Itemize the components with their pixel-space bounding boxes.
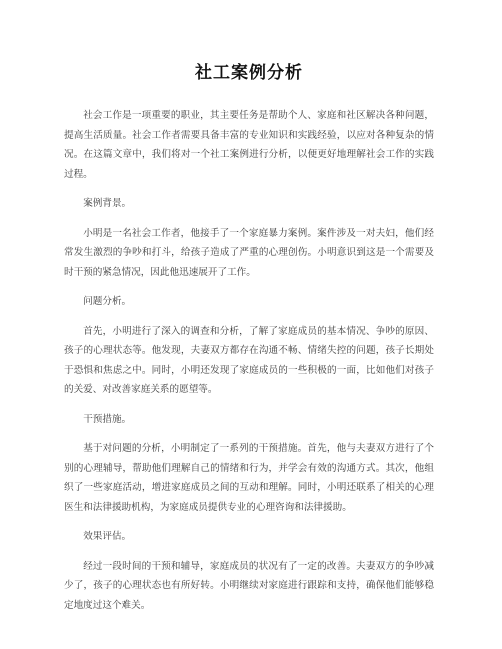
evaluation-paragraph: 经过一段时间的干预和辅导，家庭成员的状况有了一定的改善。夫妻双方的争吵减少了，孩子的心理状态也有所好转。小明继续对家庭进行跟踪和支持，确保他们能够稳定地度过这个难关。 bbox=[64, 560, 434, 611]
document-title: 社工案例分析 bbox=[195, 63, 303, 83]
section-heading-analysis: 问题分析。 bbox=[83, 296, 132, 307]
section-heading-background: 案例背景。 bbox=[83, 198, 132, 209]
intro-paragraph: 社会工作是一项重要的职业，其主要任务是帮助个人、家庭和社区解决各种问题，提高生活质量。社会工作者需要具备丰富的专业知识和实践经验，以应对各种复杂的情况。在这篇文章中，我们将对一个社工案例进行分析，以便更好地理解社会工作的实践过程。 bbox=[64, 110, 434, 180]
background-paragraph: 小明是一名社会工作者，他接手了一个家庭暴力案例。案件涉及一对夫妇，他们经常发生激烈的争吵和打斗，给孩子造成了严重的心理创伤。小明意识到这是一个需要及时干预的紧急情况，因此他迅速展开了工作。 bbox=[64, 227, 434, 278]
analysis-paragraph: 首先，小明进行了深入的调查和分析，了解了家庭成员的基本情况、争吵的原因、孩子的心理状态等。他发现，夫妻双方都存在沟通不畅、情绪失控的问题，孩子长期处于恐惧和焦虑之中。同时，小明还发现了家庭成员的一些积极的一面，比如他们对孩子的关爱、对改善家庭关系的愿望等。 bbox=[64, 325, 434, 395]
section-heading-evaluation: 效果评估。 bbox=[83, 531, 132, 542]
intervention-paragraph: 基于对问题的分析，小明制定了一系列的干预措施。首先，他与夫妻双方进行了个别的心理辅导，帮助他们理解自己的情绪和行为，并学会有效的沟通方式。其次，他组织了一些家庭活动，增进家庭成员之间的互动和理解。同时，小明还联系了相关的心理医生和法律援助机构，为家庭成员提供专业的心理咨询和法律援助。 bbox=[64, 443, 434, 513]
section-heading-intervention: 干预措施。 bbox=[83, 413, 132, 425]
